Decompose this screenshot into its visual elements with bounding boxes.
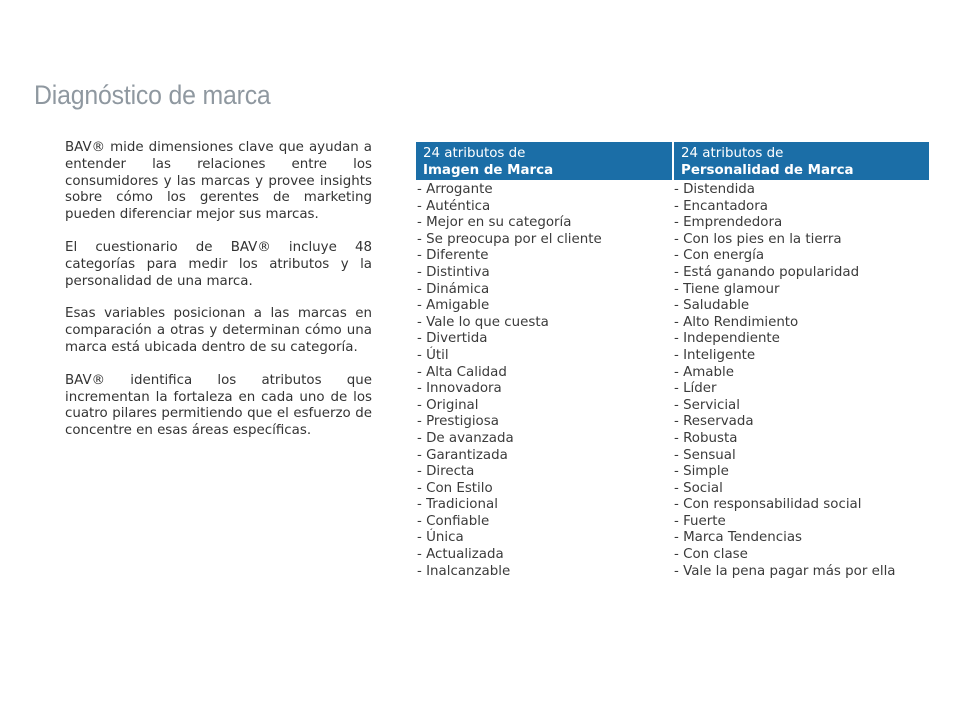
paragraph: BAV® mide dimensiones clave que ayudan a entender las relaciones entre los consumidores y las marcas y provee insights sobre cómo los gerentes de marketing pueden diferenciar mejor sus marcas. <box>65 140 372 223</box>
list-item: - Distintiva <box>417 264 490 280</box>
list-item: - Sensual <box>674 447 736 463</box>
list-item: - Emprendedora <box>674 215 783 231</box>
list-item: - Alto Rendimiento <box>674 314 799 330</box>
list-item: - Útil <box>417 347 449 363</box>
list-item: - Auténtica <box>417 198 491 214</box>
table-body <box>416 180 929 580</box>
paragraph: El cuestionario de BAV® incluye 48 categorías para medir los atributos y la personalidad de una marca. <box>65 239 372 289</box>
list-item: - Dinámica <box>417 281 490 297</box>
list-item: - Distendida <box>674 182 755 197</box>
list-item: - Está ganando popularidad <box>674 264 860 280</box>
list-item: - Tiene glamour <box>674 281 780 297</box>
list-item: - Única <box>417 530 464 546</box>
list-item: - Garantizada <box>417 447 508 463</box>
list-item: - Divertida <box>417 331 488 347</box>
header-count-label: 24 atributos de <box>681 146 784 161</box>
list-item: - Con clase <box>674 547 748 563</box>
list-item: - Fuerte <box>674 513 726 529</box>
list-item: - Tradicional <box>417 497 498 513</box>
list-item: - Actualizada <box>417 547 504 563</box>
list-item: - Social <box>674 480 723 496</box>
paragraph: BAV® identifica los atributos que incrementan la fortaleza en cada uno de los cuatro pilares permitiendo que el esfuerzo de concentre en esas áreas específicas. <box>65 372 372 439</box>
list-item: - Alta Calidad <box>417 364 507 380</box>
list-item: - Amigable <box>417 298 490 314</box>
list-item: - Amable <box>674 364 734 380</box>
list-item: - Inteligente <box>674 347 756 363</box>
list-item: - Reservada <box>674 414 754 430</box>
personalidad-de-marca-list <box>674 182 929 580</box>
list-item: - Líder <box>674 381 717 397</box>
list-item: - Vale la pena pagar más por ella <box>674 563 896 579</box>
list-item: - Encantadora <box>674 198 768 214</box>
list-item: - Con energía <box>674 248 765 264</box>
list-item: - Inalcanzable <box>417 563 511 579</box>
list-item: - Directa <box>417 464 475 480</box>
list-item: - Diferente <box>417 248 489 264</box>
list-item: - Con responsabilidad social <box>674 497 862 513</box>
intro-text <box>65 140 372 456</box>
attributes-table <box>416 142 929 580</box>
list-item: - De avanzada <box>417 430 514 446</box>
list-item: - Independiente <box>674 331 780 347</box>
header-count-label: 24 atributos de <box>423 146 526 161</box>
list-item: - Vale lo que cuesta <box>417 314 549 330</box>
header-heading: Personalidad de Marca <box>681 162 854 178</box>
list-item: - Prestigiosa <box>417 414 499 430</box>
list-item: - Mejor en su categoría <box>417 215 572 231</box>
list-item: - Con Estilo <box>417 480 493 496</box>
page-title: Diagnóstico de marca <box>34 80 271 110</box>
paragraph: Esas variables posicionan a las marcas en comparación a otras y determinan cómo una marca está ubicada dentro de su categoría. <box>65 306 372 355</box>
list-item: - Marca Tendencias <box>674 530 803 546</box>
list-item: - Servicial <box>674 397 740 413</box>
list-item: - Simple <box>674 464 729 480</box>
list-item: - Arrogante <box>417 182 493 197</box>
header-heading: Imagen de Marca <box>423 162 554 178</box>
list-item: - Saludable <box>674 298 750 314</box>
header-imagen-de-marca <box>416 142 672 180</box>
list-item: - Innovadora <box>417 381 502 397</box>
list-item: - Se preocupa por el cliente <box>417 231 602 247</box>
header-personalidad-de-marca <box>674 142 929 180</box>
imagen-de-marca-list <box>416 182 674 580</box>
list-item: - Robusta <box>674 430 738 446</box>
list-item: - Original <box>417 397 479 413</box>
list-item: - Con los pies en la tierra <box>674 231 842 247</box>
list-item: - Confiable <box>417 513 490 529</box>
table-header <box>416 142 929 180</box>
